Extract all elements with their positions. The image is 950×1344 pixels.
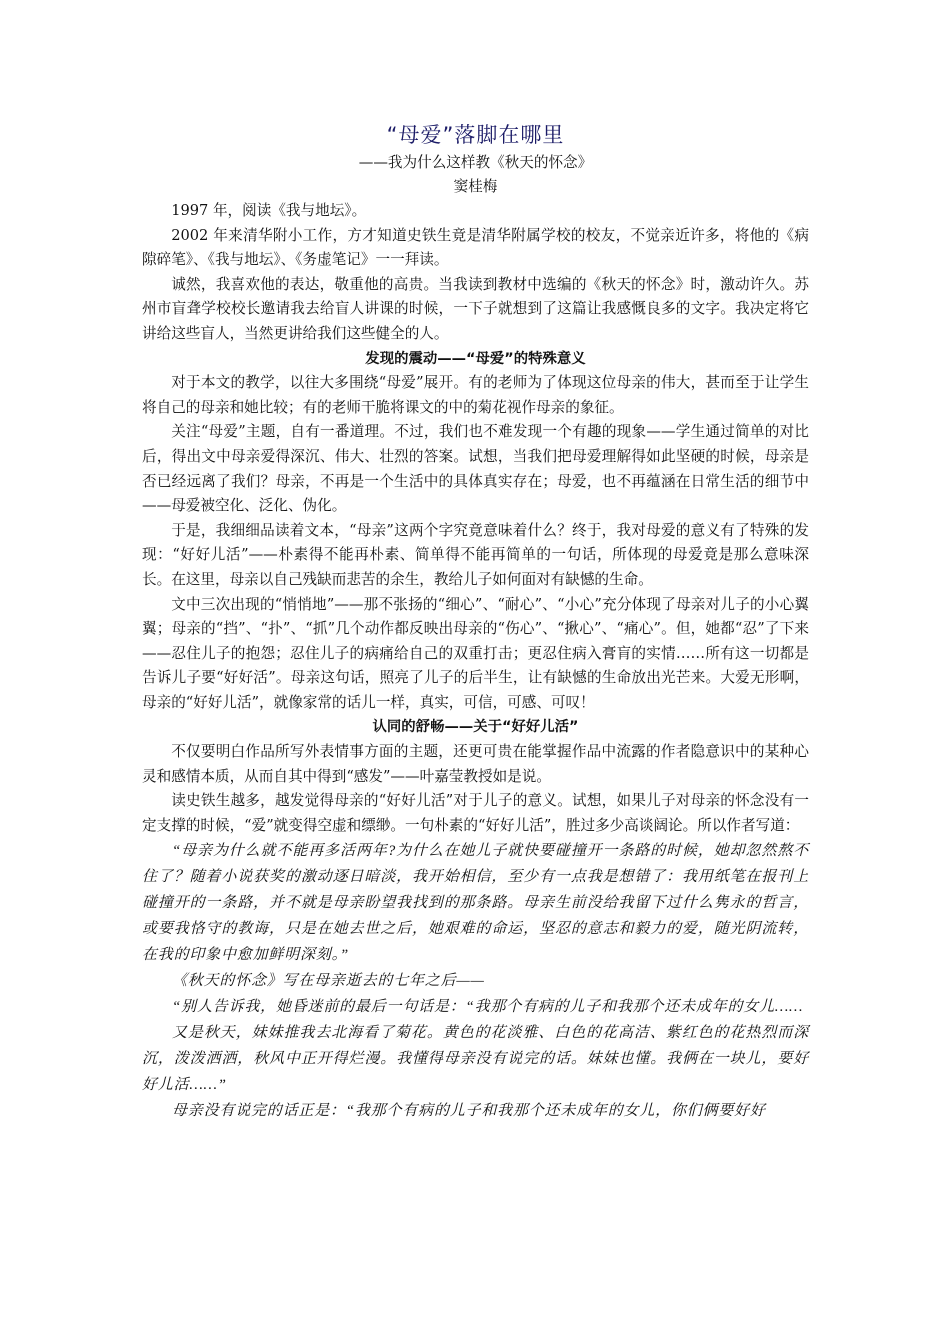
page-subtitle: ——我为什么这样教《秋天的怀念》 <box>358 154 593 171</box>
page-title: “母爱”落脚在哪里 <box>386 123 565 147</box>
section-heading-2: 认同的舒畅——关于“好好儿活” <box>372 719 579 736</box>
author-name: 窦桂梅 <box>453 178 498 195</box>
paragraph-intro-1: 1997 年，阅读《我与地坛》。 <box>171 202 367 219</box>
quote-block-2a: “别人告诉我，她昏迷前的最后一句话是：“我那个有病的儿子和我那个还未成年的女儿…… <box>172 999 804 1016</box>
paragraph-s2-3: 《秋天的怀念》写在母亲逝去的七年之后—— <box>172 973 485 990</box>
section-heading-1: 发现的震动——“母爱”的特殊意义 <box>365 350 586 367</box>
paragraph-s1-4: 文中三次出现的“悄悄地”——那不张扬的“细心”、“耐心”、“小心”充分体现了母亲对儿子的小心翼翼；母亲的“挡”、“扑”、“抓”几个动作都反映出母亲的“伤心”、“揪心”、“痛心”。但，她都“忍”了下来——忍住儿子的抱怨；忍住儿子的病痛给自己的双重打击；更忍住病入膏肓的实情……所有这一切都是告诉儿子要“好好活”。母亲这句话，照亮了儿子的后半生，让有缺憾的生命放出光芒来。大爱无形啊，母亲的“好好儿活”，就像家常的话儿一样，真实，可信，可感、可叹！ <box>142 595 809 711</box>
paragraph-s1-3: 于是，我细细品读着文本，“母亲”这两个字究竟意味着什么？终于，我对母爱的意义有了特殊的发现：“好好儿活”——朴素得不能再朴素、简单得不能再简单的一句话，所体现的母爱竟是那么意味深长。在这里，母亲以自己残缺而悲苦的余生，教给儿子如何面对有缺憾的生命。 <box>142 521 809 588</box>
paragraph-s2-1: 不仅要明白作品所写外表情事方面的主题，还更可贵在能掌握作品中流露的作者隐意识中的某种心灵和感情本质，从而自其中得到“感发”——叶嘉莹教授如是说。 <box>142 743 809 785</box>
paragraph-intro-2: 2002 年来清华附小工作，方才知道史铁生竟是清华附属学校的校友，不觉亲近许多，将他的《病隙碎笔》、《我与地坛》、《务虚笔记》一一拜读。 <box>142 226 809 269</box>
paragraph-s2-2: 读史铁生越多，越发觉得母亲的“好好儿活”对于儿子的意义。试想，如果儿子对母亲的怀念没有一定支撑的时候，“爱”就变得空虚和缥缈。一句朴素的“好好儿活”，胜过多少高谈阔论。所以作者写道： <box>142 792 809 834</box>
paragraph-intro-3: 诚然，我喜欢他的表达，敬重他的高贵。当我读到教材中选编的《秋天的怀念》时，激动许久。苏州市盲聋学校校长邀请我去给盲人讲课的时候，一下子就想到了这篇让我感慨良多的文字。我决定将它讲给这些盲人，当然更讲给我们这些健全的人。 <box>142 275 809 342</box>
quote-block-1: “母亲为什么就不能再多活两年?为什么在她儿子就快要碰撞开一条路的时候，她却忽然熬不住了？随着小说获奖的激动逐日暗淡，我开始相信，至少有一点我是想错了：我用纸笔在报刊上碰撞开的一条路，并不就是母亲盼望我找到的那条路。母亲生前没给我留下过什么隽永的哲言，或要我恪守的教诲，只是在她去世之后，她艰难的命运，坚忍的意志和毅力的爱，随光阴流转，在我的印象中愈加鲜明深刻。” <box>142 843 809 964</box>
paragraph-s1-1: 对于本文的教学，以往大多围绕“母爱”展开。有的老师为了体现这位母亲的伟大，甚而至于让学生将自己的母亲和她比较；有的老师干脆将课文的中的菊花视作母亲的象征。 <box>142 374 809 416</box>
paragraph-s2-last: 母亲没有说完的话正是：“我那个有病的儿子和我那个还未成年的女儿，你们俩要好好 <box>172 1103 766 1120</box>
quote-block-2b: 又是秋天，妹妹推我去北海看了菊花。黄色的花淡雅、白色的花高洁、紫红色的花热烈而深沉，泼泼洒洒，秋风中正开得烂漫。我懂得母亲没有说完的话。妹妹也懂。我俩在一块儿，要好好儿活……” <box>142 1025 809 1094</box>
document-page <box>142 120 809 1124</box>
paragraph-s1-2: 关注“母爱”主题，自有一番道理。不过，我们也不难发现一个有趣的现象——学生通过简单的对比后，得出文中母亲爱得深沉、伟大、壮烈的答案。试想，当我们把母爱理解得如此坚硬的时候，母亲是否已经远离了我们？母亲，不再是一个生活中的具体真实存在；母爱，也不再蕴涵在日常生活的细节中——母爱被空化、泛化、伪化。 <box>142 423 809 515</box>
